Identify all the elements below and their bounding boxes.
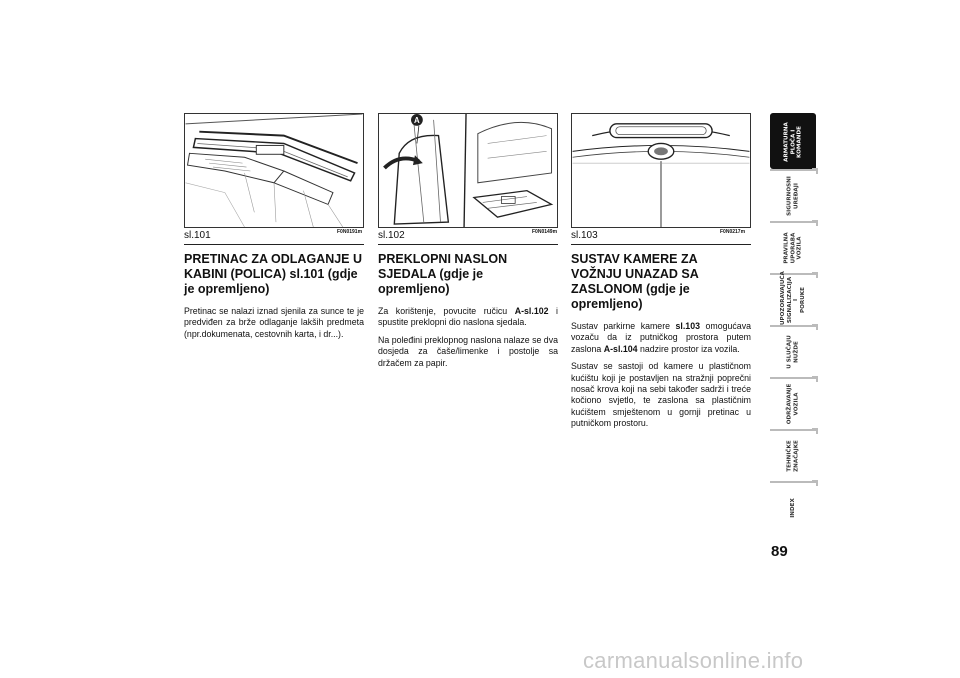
figure-code: F0N0191m: [337, 229, 363, 235]
tab-technical-specs[interactable]: TEHNIČKE ZNAČAJKE: [770, 429, 816, 481]
tab-correct-use[interactable]: PRAVILNA UPORABA VOZILA: [770, 221, 816, 273]
camera-illustration: [572, 114, 750, 227]
tab-dashboard-controls[interactable]: ARMATURNA PLOČA I KOMANDE: [770, 113, 816, 169]
section-storage-compartment: [184, 252, 364, 346]
tab-emergency[interactable]: U SLUČAJU NUŽDE: [770, 325, 816, 377]
tab-maintenance[interactable]: ODRŽAVANJE VOZILA: [770, 377, 816, 429]
seat-illustration: [379, 114, 557, 227]
tab-warning-lights[interactable]: UPOZORAVAJUĆA SIGNALIZACIJA I PORUKE: [770, 273, 816, 325]
figure-sl102: [378, 113, 558, 228]
paragraph: Sustav parkirne kamere sl.103 omogućava vozaču da iz putničkog prostora putem zaslona A-sl.104 nadzire prostor iza vozila.: [571, 321, 751, 354]
figure-code: F0N0217m: [720, 229, 746, 235]
figure-caption: sl.102: [378, 230, 405, 241]
watermark: carmanualsonline.info: [583, 648, 804, 673]
figure-sl101: [184, 113, 364, 228]
caption-divider: [378, 244, 558, 245]
section-folding-backrest: [378, 252, 558, 375]
caption-divider: [184, 244, 364, 245]
callout-label: A: [414, 115, 420, 125]
tab-index[interactable]: INDEX: [770, 481, 816, 533]
shelf-illustration: [185, 114, 363, 227]
section-heading: PREKLOPNI NASLON SJEDALA (gdje je opremljeno): [378, 252, 508, 296]
paragraph: Za korištenje, povucite ručicu A-sl.102 i spustite preklopni dio naslona sjedala.: [378, 306, 558, 328]
figure-caption: sl.103: [571, 230, 598, 241]
chapter-tabs: [770, 113, 816, 533]
section-heading: PRETINAC ZA ODLAGANJE U KABINI (POLICA) sl.101 (gdje je opremljeno): [184, 252, 363, 296]
page-number: 89: [771, 543, 788, 560]
caption-divider: [571, 244, 751, 245]
paragraph: Sustav se sastoji od kamere u plastičnom kućištu koji je postavljen na stražnji poprečni nosač krova koji na sebi također sadrži i treće kočiono svjetlo, te zaslona sa plastičnim kućištem smještenom u gornji pretinac u putničkom prostoru.: [571, 361, 751, 429]
figure-caption: sl.101: [184, 230, 211, 241]
section-rear-camera: [571, 252, 751, 436]
paragraph: Na poleđini preklopnog naslona nalaze se dva dosjeda za čaše/limenke i postolje sa držačem za papir.: [378, 334, 558, 368]
figure-code: F0N0149m: [532, 229, 558, 235]
section-heading: SUSTAV KAMERE ZA VOŽNJU UNAZAD SA ZASLONOM (gdje je opremljeno): [571, 252, 699, 311]
tab-safety-devices[interactable]: SIGURNOSNI UREĐAJI: [770, 169, 816, 221]
paragraph: Pretinac se nalazi iznad sjenila za sunce te je predviđen za brže odlaganje lakših predmeta (npr.dokumenata, cestovnih karta, i dr...).: [184, 306, 364, 339]
figure-sl103: [571, 113, 751, 228]
